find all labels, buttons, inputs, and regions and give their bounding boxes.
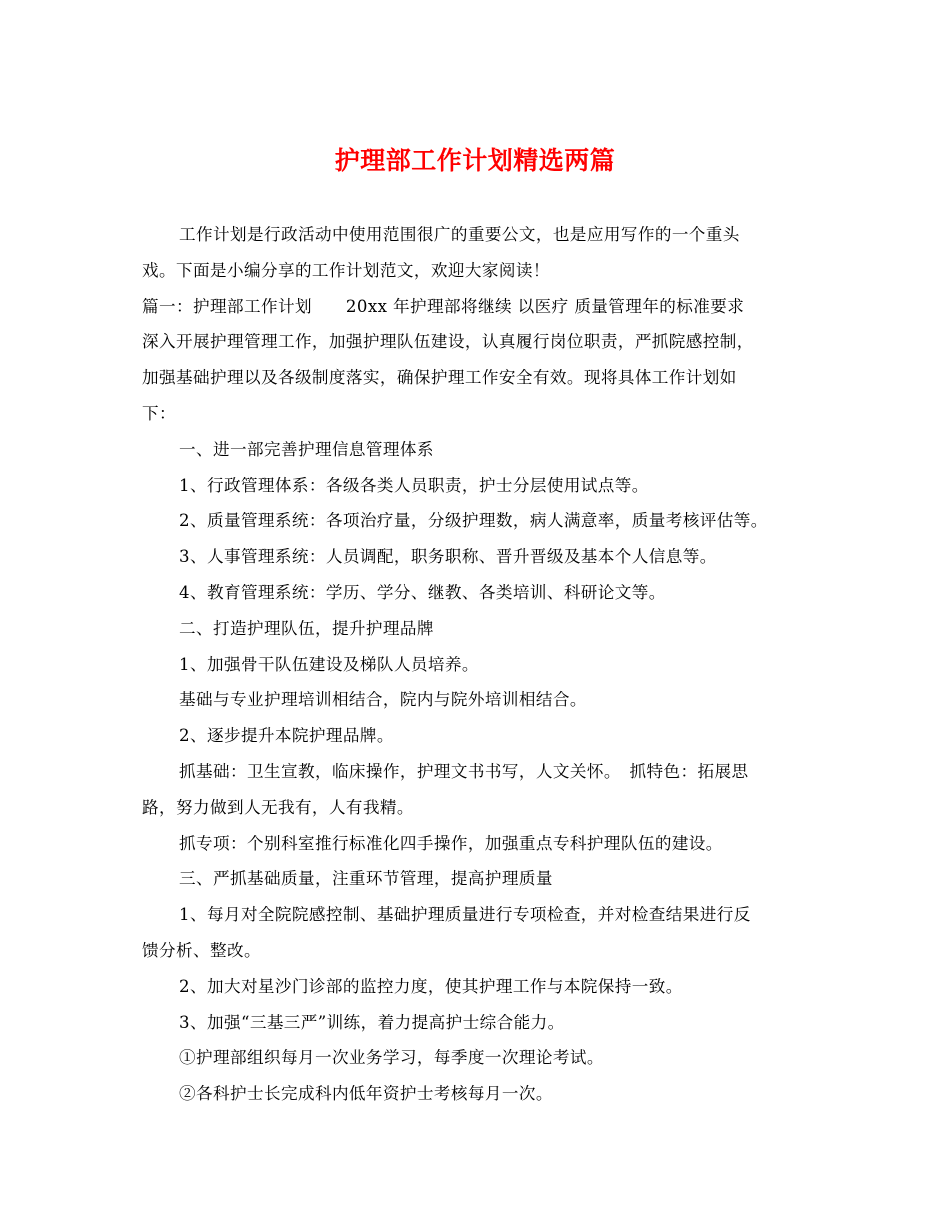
- paragraph-line: 1、行政管理体系：各级各类人员职责，护士分层使用试点等。: [179, 475, 649, 495]
- paragraph-line: 路，努力做到人无我有，人有我精。: [142, 797, 414, 817]
- paragraph-line: 4、教育管理系统：学历、学分、继教、各类培训、科研论文等。: [179, 582, 666, 602]
- paragraph-line: 工作计划是行政活动中使用范围很广的重要公文，也是应用写作的一个重头: [179, 225, 740, 244]
- document-body: [142, 217, 812, 1112]
- paragraph-line: 抓基础：卫生宣教，临床操作，护理文书书写，人文关怀。 抓特色：拓展思: [179, 761, 749, 781]
- paragraph-line: 下：: [142, 403, 176, 423]
- paragraph-line: 1、加强骨干队伍建设及梯队人员培养。: [179, 654, 479, 674]
- paragraph-line: 二、打造护理队伍，提升护理品牌: [179, 618, 434, 638]
- paragraph-line: 抓专项：个别科室推行标准化四手操作，加强重点专科护理队伍的建设。: [179, 833, 723, 853]
- paragraph-line: 馈分析、整改。: [142, 940, 261, 960]
- paragraph-line: 2、逐步提升本院护理品牌。: [179, 726, 394, 746]
- paragraph-line: 深入开展护理管理工作，加强护理队伍建设，认真履行岗位职责，严抓院感控制，: [142, 332, 754, 352]
- paragraph-line: 2、加大对星沙门诊部的监控力度，使其护理工作与本院保持一致。: [179, 976, 683, 996]
- paragraph-line: 3、人事管理系统：人员调配，职务职称、晋升晋级及基本个人信息等。: [179, 547, 717, 567]
- paragraph-line: ①护理部组织每月一次业务学习，每季度一次理论考试。: [179, 1048, 604, 1068]
- paragraph-line: 3、加强“三基三严”训练，着力提高护士综合能力。: [179, 1012, 565, 1032]
- paragraph-line: 一、进一部完善护理信息管理体系: [179, 439, 434, 459]
- paragraph-line: 三、严抓基础质量，注重环节管理，提高护理质量: [179, 869, 553, 889]
- paragraph-line: 基础与专业护理培训相结合，院内与院外培训相结合。: [179, 690, 587, 710]
- paragraph-line: ②各科护士长完成科内低年资护士考核每月一次。: [179, 1084, 553, 1104]
- paragraph-line: 加强基础护理以及各级制度落实，确保护理工作安全有效。现将具体工作计划如: [142, 368, 737, 388]
- paragraph-line: 戏。下面是小编分享的工作计划范文，欢迎大家阅读！: [142, 260, 550, 280]
- document-title: 护理部工作计划精选两篇: [334, 146, 616, 175]
- paragraph-line: 1、每月对全院院感控制、基础护理质量进行专项检查，并对检查结果进行反: [179, 905, 751, 925]
- paragraph-line: 篇一：护理部工作计划 20xx 年护理部将继续 以医疗 质量管理年的标准要求: [142, 296, 745, 316]
- paragraph-line: 2、质量管理系统：各项治疗量，分级护理数，病人满意率，质量考核评估等。: [179, 511, 768, 531]
